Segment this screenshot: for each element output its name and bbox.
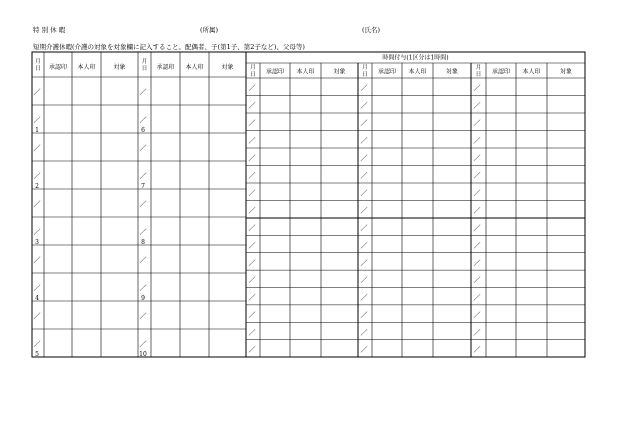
date-header-month: 月: [250, 65, 256, 71]
date-slash: ／: [473, 276, 481, 285]
date-slash: ／: [360, 171, 368, 180]
date-slash: ／: [248, 136, 256, 145]
date-slash: ／: [360, 84, 368, 92]
date-slash: ／: [33, 172, 41, 180]
date-slash: ／: [360, 241, 368, 250]
form-title: 特 別 休 暇: [33, 26, 66, 34]
date-slash: ／: [248, 206, 256, 215]
day-number: 6: [141, 127, 145, 134]
date-slash: ／: [248, 101, 256, 110]
date-slash: ／: [473, 101, 481, 110]
date-header-month: 月: [362, 65, 368, 71]
self-stamp-header: 本人印: [522, 68, 541, 76]
date-slash: ／: [248, 224, 256, 232]
instruction-note: 短期介護休暇(介護の対象を対象欄に記入すること。配偶者、子(第1子、第2子など)、父母等): [33, 43, 305, 51]
date-slash: ／: [248, 328, 256, 337]
day-number: 9: [141, 295, 145, 302]
target-header: 対象: [333, 68, 346, 76]
day-number: 3: [35, 239, 39, 246]
date-slash: ／: [248, 345, 256, 354]
date-slash: ／: [33, 340, 41, 348]
target-header: 対象: [221, 64, 234, 71]
self-stamp-header: 本人印: [408, 68, 427, 76]
date-header-day: 日: [475, 72, 482, 78]
target-header: 対象: [445, 68, 459, 76]
date-slash: ／: [473, 224, 481, 232]
date-slash: ／: [360, 345, 368, 354]
date-slash: ／: [360, 206, 368, 215]
date-slash: ／: [473, 171, 481, 180]
date-header-month: 月: [35, 59, 41, 65]
day-number: 8: [141, 239, 145, 246]
date-slash: ／: [360, 328, 368, 337]
date-slash: ／: [33, 228, 41, 236]
date-header-month: 月: [475, 65, 482, 71]
self-stamp-header: 本人印: [77, 64, 96, 71]
date-slash: ／: [248, 241, 256, 250]
day-number: 4: [35, 295, 39, 302]
date-slash: ／: [360, 154, 368, 162]
approval-stamp-header: 承認印: [491, 68, 511, 76]
date-slash: ／: [139, 88, 147, 96]
affiliation-label: (所属): [200, 26, 219, 34]
date-slash: ／: [473, 84, 481, 92]
date-slash: ／: [473, 136, 481, 145]
approval-stamp-header: 承認印: [265, 68, 285, 76]
date-header-day: 日: [141, 66, 148, 72]
date-header-day: 日: [362, 72, 368, 78]
date-slash: ／: [360, 119, 368, 127]
date-slash: ／: [360, 293, 368, 302]
date-slash: ／: [248, 189, 256, 197]
date-slash: ／: [139, 172, 147, 180]
date-slash: ／: [473, 241, 481, 250]
date-slash: ／: [139, 256, 147, 264]
date-slash: ／: [473, 154, 481, 162]
date-slash: ／: [360, 189, 368, 197]
approval-stamp-header: 承認印: [48, 64, 68, 71]
date-slash: ／: [473, 345, 481, 354]
date-slash: ／: [473, 328, 481, 337]
date-slash: ／: [248, 119, 256, 127]
date-slash: ／: [360, 101, 368, 110]
date-slash: ／: [360, 224, 368, 232]
self-stamp-header: 本人印: [296, 68, 315, 76]
date-header-day: 日: [35, 66, 41, 72]
date-slash: ／: [360, 258, 368, 267]
date-slash: ／: [33, 88, 41, 96]
target-header: 対象: [559, 68, 573, 76]
date-header-month: 月: [141, 59, 148, 65]
approval-stamp-header: 承認印: [377, 68, 397, 76]
date-slash: ／: [139, 200, 147, 208]
date-slash: ／: [360, 310, 368, 319]
day-number: 2: [35, 183, 39, 190]
day-number: 1: [35, 127, 39, 134]
date-slash: ／: [248, 84, 256, 92]
date-slash: ／: [33, 116, 41, 124]
date-slash: ／: [473, 310, 481, 319]
hourly-grant-title: 時間付与(1区分は1時間): [382, 54, 449, 62]
approval-stamp-header: 承認印: [156, 64, 175, 71]
date-slash: ／: [473, 206, 481, 215]
date-slash: ／: [139, 144, 147, 152]
date-slash: ／: [139, 228, 147, 236]
day-number: 7: [141, 183, 145, 190]
date-slash: ／: [473, 293, 481, 302]
date-slash: ／: [473, 258, 481, 267]
date-slash: ／: [248, 276, 256, 285]
date-slash: ／: [139, 116, 147, 124]
name-label: (氏名): [362, 26, 381, 34]
date-slash: ／: [248, 154, 256, 162]
day-number: 5: [35, 351, 39, 358]
date-slash: ／: [473, 119, 481, 127]
date-slash: ／: [33, 200, 41, 208]
date-slash: ／: [360, 276, 368, 285]
day-number: 10: [139, 351, 147, 358]
target-header: 対象: [113, 64, 126, 71]
date-slash: ／: [360, 136, 368, 145]
date-slash: ／: [473, 189, 481, 197]
date-slash: ／: [139, 340, 147, 348]
date-slash: ／: [139, 312, 147, 320]
date-slash: ／: [33, 284, 41, 292]
date-slash: ／: [139, 284, 147, 292]
date-slash: ／: [248, 310, 256, 319]
table-frame: [32, 52, 585, 357]
date-slash: ／: [248, 171, 256, 180]
date-slash: ／: [33, 144, 41, 152]
date-slash: ／: [248, 293, 256, 302]
date-slash: ／: [33, 312, 41, 320]
date-slash: ／: [248, 258, 256, 267]
self-stamp-header: 本人印: [185, 64, 204, 71]
date-slash: ／: [33, 256, 41, 264]
date-header-day: 日: [250, 72, 256, 78]
